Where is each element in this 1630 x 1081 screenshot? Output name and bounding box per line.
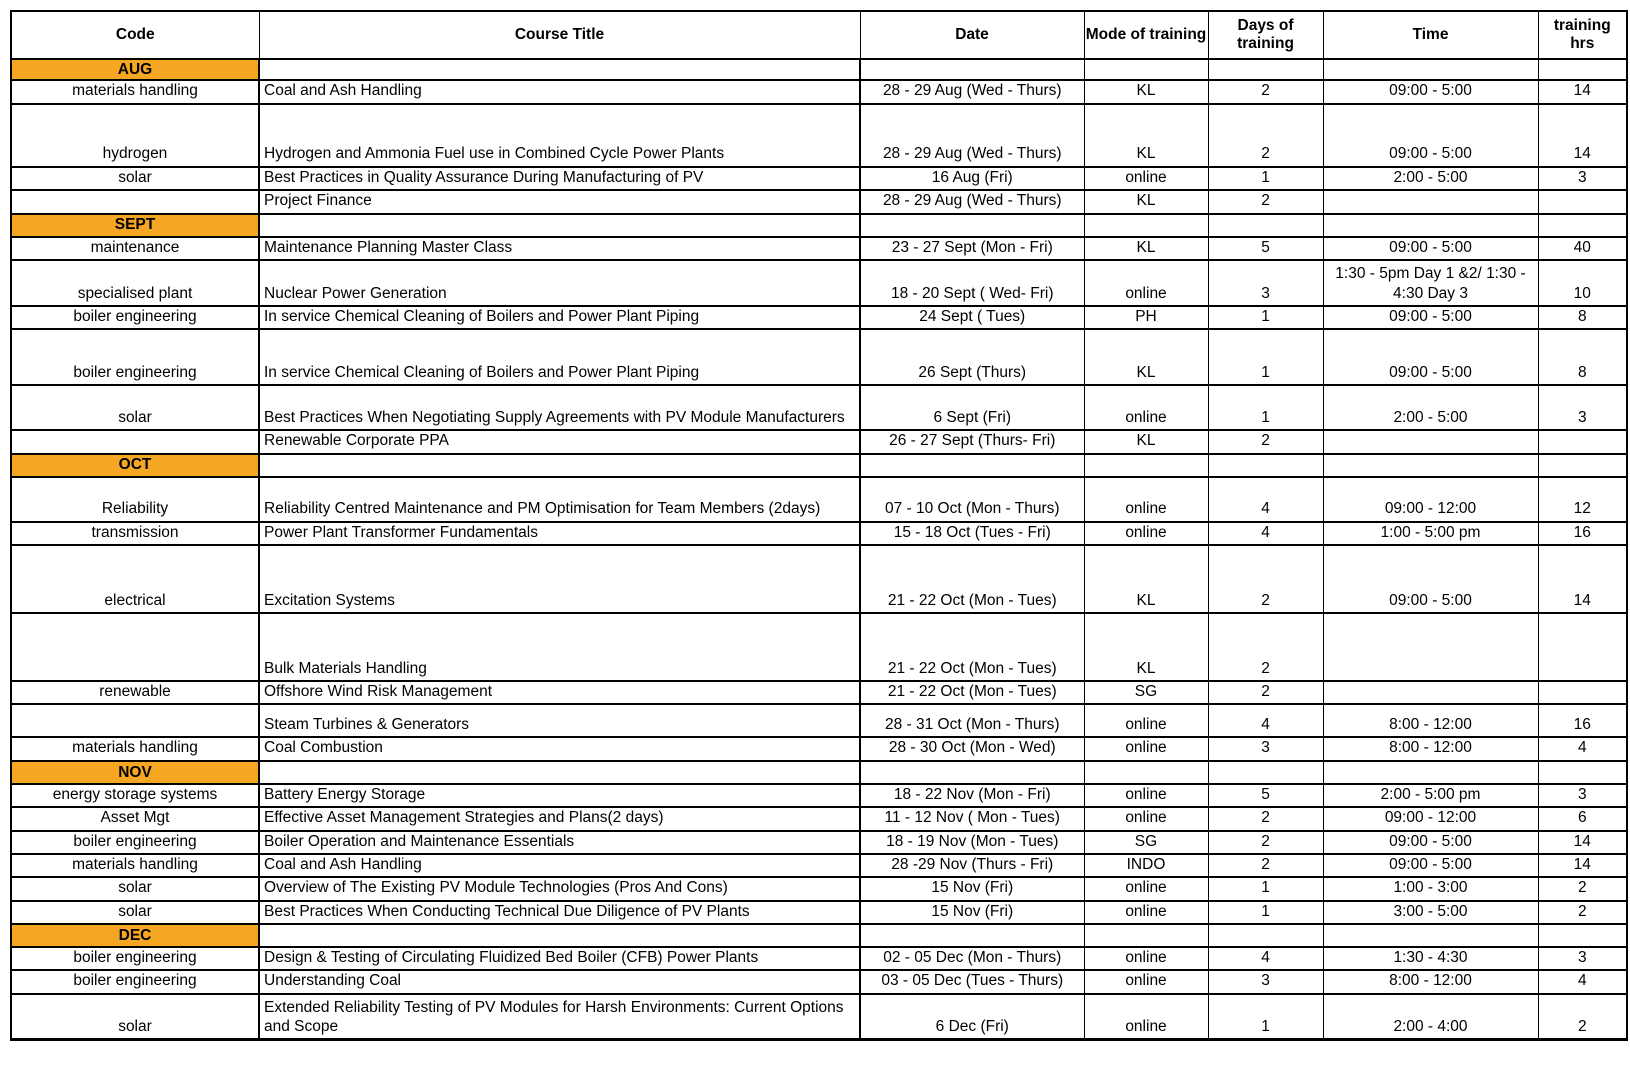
- cell-mode: online: [1084, 704, 1208, 737]
- cell-hrs: 3: [1538, 784, 1627, 807]
- empty-cell: [860, 761, 1084, 784]
- course-row: [11, 877, 1627, 900]
- course-row: [11, 477, 1627, 522]
- cell-code: Reliability: [11, 477, 259, 522]
- cell-code: materials handling: [11, 80, 259, 103]
- cell-date: 15 Nov (Fri): [860, 901, 1084, 924]
- cell-hrs: 14: [1538, 545, 1627, 613]
- empty-cell: [1084, 454, 1208, 477]
- cell-time: 09:00 - 5:00: [1323, 306, 1538, 329]
- course-row: [11, 737, 1627, 760]
- course-row: [11, 901, 1627, 924]
- cell-date: 02 - 05 Dec (Mon - Thurs): [860, 947, 1084, 970]
- cell-mode: INDO: [1084, 854, 1208, 877]
- empty-cell: [1084, 59, 1208, 80]
- cell-date: 21 - 22 Oct (Mon - Tues): [860, 545, 1084, 613]
- cell-mode: online: [1084, 522, 1208, 545]
- empty-cell: [1323, 59, 1538, 80]
- cell-code: [11, 613, 259, 681]
- cell-time: [1323, 430, 1538, 453]
- cell-title: Offshore Wind Risk Management: [259, 681, 860, 704]
- cell-mode: PH: [1084, 306, 1208, 329]
- cell-hrs: 3: [1538, 385, 1627, 430]
- cell-time: 09:00 - 5:00: [1323, 80, 1538, 103]
- empty-cell: [860, 214, 1084, 237]
- cell-title: Overview of The Existing PV Module Technologies (Pros And Cons): [259, 877, 860, 900]
- cell-time: 09:00 - 12:00: [1323, 807, 1538, 830]
- cell-mode: KL: [1084, 613, 1208, 681]
- cell-title: Power Plant Transformer Fundamentals: [259, 522, 860, 545]
- cell-date: 26 - 27 Sept (Thurs- Fri): [860, 430, 1084, 453]
- empty-cell: [259, 761, 860, 784]
- cell-mode: online: [1084, 477, 1208, 522]
- cell-days: 2: [1208, 681, 1323, 704]
- column-header-code: Code: [11, 11, 259, 59]
- cell-time: 1:30 - 5pm Day 1 &2/ 1:30 - 4:30 Day 3: [1323, 260, 1538, 306]
- cell-code: [11, 430, 259, 453]
- empty-cell: [1323, 214, 1538, 237]
- empty-cell: [1208, 924, 1323, 947]
- cell-code: [11, 190, 259, 213]
- cell-date: 21 - 22 Oct (Mon - Tues): [860, 613, 1084, 681]
- cell-days: 1: [1208, 329, 1323, 385]
- cell-days: 4: [1208, 477, 1323, 522]
- course-row: [11, 80, 1627, 103]
- cell-time: 8:00 - 12:00: [1323, 704, 1538, 737]
- cell-date: 18 - 22 Nov (Mon - Fri): [860, 784, 1084, 807]
- empty-cell: [860, 59, 1084, 80]
- empty-cell: [1208, 214, 1323, 237]
- course-row: [11, 704, 1627, 737]
- empty-cell: [1323, 761, 1538, 784]
- cell-time: 1:00 - 5:00 pm: [1323, 522, 1538, 545]
- cell-hrs: 4: [1538, 737, 1627, 760]
- cell-days: 2: [1208, 190, 1323, 213]
- course-row: [11, 854, 1627, 877]
- cell-days: 1: [1208, 901, 1323, 924]
- cell-title: Understanding Coal: [259, 970, 860, 993]
- cell-hrs: [1538, 681, 1627, 704]
- cell-hrs: 3: [1538, 167, 1627, 190]
- cell-date: 28 - 29 Aug (Wed - Thurs): [860, 190, 1084, 213]
- cell-date: 6 Dec (Fri): [860, 994, 1084, 1040]
- cell-time: 1:00 - 3:00: [1323, 877, 1538, 900]
- column-header-time: Time: [1323, 11, 1538, 59]
- cell-code: transmission: [11, 522, 259, 545]
- cell-date: 28 - 30 Oct (Mon - Wed): [860, 737, 1084, 760]
- empty-cell: [1084, 924, 1208, 947]
- cell-code: electrical: [11, 545, 259, 613]
- cell-time: 09:00 - 5:00: [1323, 545, 1538, 613]
- cell-date: 15 Nov (Fri): [860, 877, 1084, 900]
- cell-code: solar: [11, 385, 259, 430]
- cell-mode: KL: [1084, 237, 1208, 260]
- cell-title: Design & Testing of Circulating Fluidized Bed Boiler (CFB) Power Plants: [259, 947, 860, 970]
- course-row: [11, 329, 1627, 385]
- cell-time: 2:00 - 4:00: [1323, 994, 1538, 1040]
- cell-code: energy storage systems: [11, 784, 259, 807]
- cell-days: 4: [1208, 522, 1323, 545]
- cell-hrs: 3: [1538, 947, 1627, 970]
- column-header-date: Date: [860, 11, 1084, 59]
- cell-title: Coal and Ash Handling: [259, 80, 860, 103]
- cell-title: Renewable Corporate PPA: [259, 430, 860, 453]
- cell-code: solar: [11, 994, 259, 1040]
- cell-time: [1323, 681, 1538, 704]
- cell-hrs: 12: [1538, 477, 1627, 522]
- cell-title: Best Practices in Quality Assurance During Manufacturing of PV: [259, 167, 860, 190]
- header-row: [11, 11, 1627, 59]
- column-header-training-hrs: training hrs: [1538, 11, 1627, 59]
- cell-title: Boiler Operation and Maintenance Essentials: [259, 831, 860, 854]
- course-row: [11, 385, 1627, 430]
- cell-mode: online: [1084, 784, 1208, 807]
- cell-date: 11 - 12 Nov ( Mon - Tues): [860, 807, 1084, 830]
- cell-mode: SG: [1084, 831, 1208, 854]
- cell-title: Battery Energy Storage: [259, 784, 860, 807]
- cell-code: Asset Mgt: [11, 807, 259, 830]
- cell-date: 28 - 29 Aug (Wed - Thurs): [860, 104, 1084, 167]
- cell-hrs: 8: [1538, 306, 1627, 329]
- cell-mode: online: [1084, 260, 1208, 306]
- cell-title: Hydrogen and Ammonia Fuel use in Combined Cycle Power Plants: [259, 104, 860, 167]
- cell-time: 2:00 - 5:00: [1323, 167, 1538, 190]
- course-row: [11, 994, 1627, 1040]
- cell-time: [1323, 190, 1538, 213]
- cell-mode: online: [1084, 167, 1208, 190]
- cell-date: 18 - 20 Sept ( Wed- Fri): [860, 260, 1084, 306]
- cell-mode: KL: [1084, 104, 1208, 167]
- course-row: [11, 430, 1627, 453]
- course-row: [11, 167, 1627, 190]
- cell-hrs: 2: [1538, 877, 1627, 900]
- cell-days: 2: [1208, 613, 1323, 681]
- empty-cell: [259, 924, 860, 947]
- cell-date: 24 Sept ( Tues): [860, 306, 1084, 329]
- cell-days: 1: [1208, 306, 1323, 329]
- course-row: [11, 831, 1627, 854]
- cell-days: 2: [1208, 854, 1323, 877]
- cell-date: 23 - 27 Sept (Mon - Fri): [860, 237, 1084, 260]
- empty-cell: [1538, 454, 1627, 477]
- month-row-dec: [11, 924, 1627, 947]
- month-label: SEPT: [11, 214, 259, 237]
- cell-code: boiler engineering: [11, 947, 259, 970]
- cell-mode: online: [1084, 901, 1208, 924]
- cell-code: solar: [11, 877, 259, 900]
- empty-cell: [259, 214, 860, 237]
- schedule-body: [11, 59, 1627, 1040]
- month-label: NOV: [11, 761, 259, 784]
- cell-time: 09:00 - 5:00: [1323, 831, 1538, 854]
- cell-code: specialised plant: [11, 260, 259, 306]
- cell-title: Nuclear Power Generation: [259, 260, 860, 306]
- cell-time: 8:00 - 12:00: [1323, 970, 1538, 993]
- cell-hrs: 14: [1538, 854, 1627, 877]
- cell-title: Excitation Systems: [259, 545, 860, 613]
- cell-code: solar: [11, 167, 259, 190]
- cell-days: 5: [1208, 237, 1323, 260]
- empty-cell: [259, 59, 860, 80]
- cell-hrs: 2: [1538, 901, 1627, 924]
- month-row-oct: [11, 454, 1627, 477]
- cell-mode: online: [1084, 970, 1208, 993]
- cell-mode: KL: [1084, 329, 1208, 385]
- cell-days: 2: [1208, 545, 1323, 613]
- cell-title: Reliability Centred Maintenance and PM Optimisation for Team Members (2days): [259, 477, 860, 522]
- cell-mode: SG: [1084, 681, 1208, 704]
- course-row: [11, 545, 1627, 613]
- empty-cell: [1084, 214, 1208, 237]
- cell-title: Extended Reliability Testing of PV Modules for Harsh Environments: Current Options and Scope: [259, 994, 860, 1040]
- cell-hrs: 14: [1538, 80, 1627, 103]
- cell-code: materials handling: [11, 854, 259, 877]
- course-row: [11, 970, 1627, 993]
- cell-mode: KL: [1084, 430, 1208, 453]
- cell-time: 09:00 - 5:00: [1323, 104, 1538, 167]
- cell-hrs: 6: [1538, 807, 1627, 830]
- cell-title: Bulk Materials Handling: [259, 613, 860, 681]
- cell-title: Project Finance: [259, 190, 860, 213]
- month-label: OCT: [11, 454, 259, 477]
- cell-date: 16 Aug (Fri): [860, 167, 1084, 190]
- cell-days: 2: [1208, 80, 1323, 103]
- cell-hrs: [1538, 430, 1627, 453]
- cell-title: Maintenance Planning Master Class: [259, 237, 860, 260]
- cell-title: Steam Turbines & Generators: [259, 704, 860, 737]
- cell-time: 2:00 - 5:00 pm: [1323, 784, 1538, 807]
- empty-cell: [259, 454, 860, 477]
- cell-hrs: 40: [1538, 237, 1627, 260]
- cell-days: 1: [1208, 877, 1323, 900]
- cell-code: boiler engineering: [11, 970, 259, 993]
- cell-code: boiler engineering: [11, 306, 259, 329]
- course-row: [11, 784, 1627, 807]
- cell-date: 28 - 31 Oct (Mon - Thurs): [860, 704, 1084, 737]
- cell-mode: online: [1084, 385, 1208, 430]
- cell-mode: online: [1084, 947, 1208, 970]
- course-schedule-table: [10, 10, 1628, 1041]
- cell-title: Best Practices When Conducting Technical Due Diligence of PV Plants: [259, 901, 860, 924]
- cell-code: boiler engineering: [11, 329, 259, 385]
- column-header-course-title: Course Title: [259, 11, 860, 59]
- course-row: [11, 306, 1627, 329]
- cell-mode: KL: [1084, 545, 1208, 613]
- cell-days: 1: [1208, 385, 1323, 430]
- empty-cell: [1538, 924, 1627, 947]
- cell-days: 3: [1208, 737, 1323, 760]
- month-row-aug: [11, 59, 1627, 80]
- course-row: [11, 947, 1627, 970]
- course-row: [11, 522, 1627, 545]
- cell-date: 28 - 29 Aug (Wed - Thurs): [860, 80, 1084, 103]
- cell-time: 2:00 - 5:00: [1323, 385, 1538, 430]
- cell-hrs: 16: [1538, 704, 1627, 737]
- cell-time: 09:00 - 5:00: [1323, 237, 1538, 260]
- empty-cell: [1538, 214, 1627, 237]
- course-row: [11, 613, 1627, 681]
- cell-title: Coal Combustion: [259, 737, 860, 760]
- course-row: [11, 104, 1627, 167]
- course-row: [11, 260, 1627, 306]
- cell-days: 4: [1208, 947, 1323, 970]
- empty-cell: [1208, 59, 1323, 80]
- cell-days: 2: [1208, 430, 1323, 453]
- cell-code: materials handling: [11, 737, 259, 760]
- month-label: AUG: [11, 59, 259, 80]
- cell-hrs: 4: [1538, 970, 1627, 993]
- table-header: [11, 11, 1627, 59]
- cell-code: [11, 704, 259, 737]
- cell-hrs: [1538, 190, 1627, 213]
- cell-title: Effective Asset Management Strategies and Plans(2 days): [259, 807, 860, 830]
- empty-cell: [860, 924, 1084, 947]
- cell-mode: online: [1084, 807, 1208, 830]
- month-row-nov: [11, 761, 1627, 784]
- cell-time: [1323, 613, 1538, 681]
- cell-code: hydrogen: [11, 104, 259, 167]
- empty-cell: [1208, 761, 1323, 784]
- cell-hrs: 14: [1538, 831, 1627, 854]
- cell-date: 03 - 05 Dec (Tues - Thurs): [860, 970, 1084, 993]
- cell-days: 5: [1208, 784, 1323, 807]
- cell-date: 18 - 19 Nov (Mon - Tues): [860, 831, 1084, 854]
- month-row-sept: [11, 214, 1627, 237]
- cell-code: maintenance: [11, 237, 259, 260]
- cell-time: 09:00 - 5:00: [1323, 329, 1538, 385]
- column-header-days-of-training: Days of training: [1208, 11, 1323, 59]
- cell-days: 3: [1208, 260, 1323, 306]
- cell-title: Best Practices When Negotiating Supply Agreements with PV Module Manufacturers: [259, 385, 860, 430]
- cell-mode: online: [1084, 877, 1208, 900]
- cell-days: 2: [1208, 807, 1323, 830]
- cell-days: 2: [1208, 104, 1323, 167]
- cell-date: 15 - 18 Oct (Tues - Fri): [860, 522, 1084, 545]
- cell-code: renewable: [11, 681, 259, 704]
- cell-hrs: 2: [1538, 994, 1627, 1040]
- course-row: [11, 807, 1627, 830]
- course-row: [11, 237, 1627, 260]
- cell-date: 6 Sept (Fri): [860, 385, 1084, 430]
- cell-days: 4: [1208, 704, 1323, 737]
- cell-date: 28 -29 Nov (Thurs - Fri): [860, 854, 1084, 877]
- cell-time: 8:00 - 12:00: [1323, 737, 1538, 760]
- cell-days: 1: [1208, 167, 1323, 190]
- cell-mode: online: [1084, 994, 1208, 1040]
- cell-hrs: 14: [1538, 104, 1627, 167]
- column-header-mode-of-training: Mode of training: [1084, 11, 1208, 59]
- empty-cell: [1323, 454, 1538, 477]
- cell-mode: KL: [1084, 190, 1208, 213]
- empty-cell: [1084, 761, 1208, 784]
- course-row: [11, 681, 1627, 704]
- empty-cell: [1538, 59, 1627, 80]
- cell-mode: online: [1084, 737, 1208, 760]
- cell-hrs: [1538, 613, 1627, 681]
- cell-time: 09:00 - 12:00: [1323, 477, 1538, 522]
- cell-hrs: 10: [1538, 260, 1627, 306]
- cell-days: 3: [1208, 970, 1323, 993]
- cell-time: 3:00 - 5:00: [1323, 901, 1538, 924]
- cell-code: boiler engineering: [11, 831, 259, 854]
- month-label: DEC: [11, 924, 259, 947]
- cell-date: 26 Sept (Thurs): [860, 329, 1084, 385]
- cell-hrs: 16: [1538, 522, 1627, 545]
- cell-days: 1: [1208, 994, 1323, 1040]
- cell-time: 09:00 - 5:00: [1323, 854, 1538, 877]
- course-row: [11, 190, 1627, 213]
- empty-cell: [1208, 454, 1323, 477]
- cell-date: 07 - 10 Oct (Mon - Thurs): [860, 477, 1084, 522]
- cell-time: 1:30 - 4:30: [1323, 947, 1538, 970]
- cell-days: 2: [1208, 831, 1323, 854]
- cell-title: Coal and Ash Handling: [259, 854, 860, 877]
- empty-cell: [1538, 761, 1627, 784]
- cell-title: In service Chemical Cleaning of Boilers and Power Plant Piping: [259, 306, 860, 329]
- empty-cell: [860, 454, 1084, 477]
- cell-title: In service Chemical Cleaning of Boilers and Power Plant Piping: [259, 329, 860, 385]
- cell-mode: KL: [1084, 80, 1208, 103]
- empty-cell: [1323, 924, 1538, 947]
- cell-code: solar: [11, 901, 259, 924]
- cell-hrs: 8: [1538, 329, 1627, 385]
- cell-date: 21 - 22 Oct (Mon - Tues): [860, 681, 1084, 704]
